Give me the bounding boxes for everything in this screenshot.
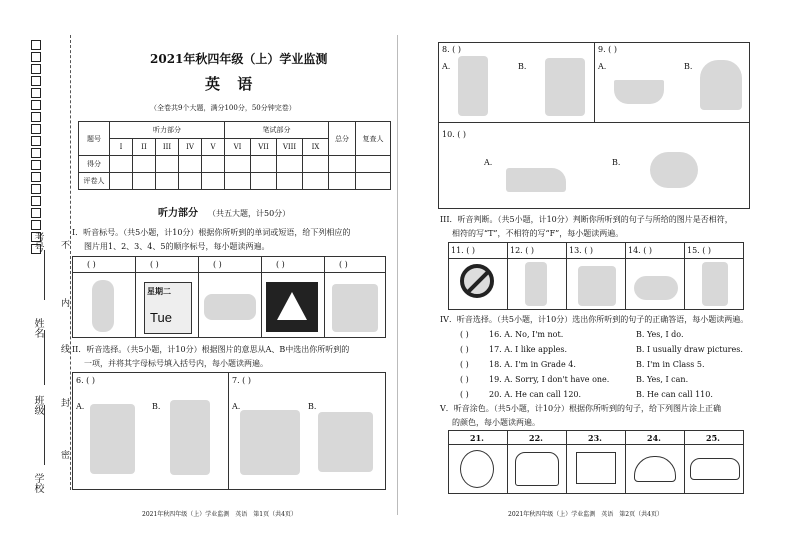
q2-instructions-1: II．听音选择。（共5小题，计10分）根据图片的意思从A、B中选出你所听到的 [72,345,350,354]
train-picture [700,60,742,110]
car-outline [690,458,740,480]
q10-option-a: A. [484,158,493,167]
boy-picture [332,284,378,332]
q10-option-b: B. [612,158,621,167]
q1-instructions-1: I．听音标号。（共5小题，计10分）根据你所听到的单词或短语，给下列相应的 [72,228,351,237]
q23-label: 23. [588,433,602,443]
cut-char-5: 密 [59,450,69,459]
section-subtitle: （共五大题，计50分） [208,209,291,218]
q15-label[interactable]: 15. ( ) [687,246,712,255]
q9-option-a: A. [598,62,607,71]
q7-option-b: B. [308,402,317,411]
score-header-listening: 听力部分 [110,122,225,139]
q16-option-b: B. Yes, I do. [636,330,684,339]
desk-outline [576,452,616,484]
label-name: 姓名 [32,318,43,338]
potatoes-picture [634,276,678,300]
q24-label: 24. [647,433,661,443]
basketball-picture [170,400,210,475]
q22-label: 22. [529,433,543,443]
q1-instructions-2: 图片用1、2、3、4、5的顺序标号，每小题读两遍。 [84,242,270,251]
q17-paren[interactable]: ( ) [460,345,469,354]
q3-instructions-1: III．听音判断。（共5小题，计10分）判断你所听到的句子与所给的图片是否相符， [440,215,733,224]
grandparents-picture [240,410,300,475]
score-header-total: 总分 [329,122,356,156]
section-title: 听力部分 [158,208,198,219]
q18-paren[interactable]: ( ) [460,360,469,369]
q11-label[interactable]: 11. ( ) [451,246,476,255]
candidate-number-boxes [31,40,42,256]
q19-option-a: 19. A. Sorry, I don't have one. [489,375,610,384]
q10-label[interactable]: 10. ( ) [442,130,467,139]
q13-label[interactable]: 13. ( ) [569,246,594,255]
q3-instructions-2: 相符的写“T”，不相符的写“F”，每小题读两遍。 [452,229,624,238]
left-footer: 2021年秋四年级（上）学业监测 英语 第1页（共4页） [142,511,297,518]
q20-option-b: B. He can call 110. [636,390,713,399]
q18-option-b: B. I'm in Class 5. [636,360,705,369]
policeman-picture [702,262,728,306]
q14-label[interactable]: 14. ( ) [628,246,653,255]
bus-picture [578,266,616,306]
apple-outline [460,450,494,488]
q17-option-a: 17. A. I like apples. [489,345,568,354]
q4-instructions: IV．听音选择。（共5小题，计10分）选出你所听到的句子的正确答语，每小题读两遍。 [440,315,749,324]
bread-outline [515,452,559,486]
q1-paren-3[interactable]: ( ) [213,260,222,269]
cut-char-1: 不 [59,240,69,249]
knife-picture [506,168,566,192]
dancer-picture [458,56,488,116]
teacher-picture [545,58,585,116]
q8-option-b: B. [518,62,527,71]
q17-option-b: B. I usually draw pictures. [636,345,743,354]
q18-option-a: 18. A. I'm in Grade 4. [489,360,576,369]
q1-paren-2[interactable]: ( ) [150,260,159,269]
q7-option-a: A. [232,402,241,411]
score-table: 题号 听力部分 笔试部分 总分 复查人 I II III IV V VI VII VIII IX 得分 评卷人 [78,121,391,190]
q21-label: 21. [470,433,484,443]
jump-rope-picture [525,262,547,306]
cut-char-4: 封 [59,398,69,407]
score-header-written: 笔试部分 [225,122,329,139]
exam-title: 2021年秋四年级（上）学业监测 [150,52,328,66]
q1-paren-5[interactable]: ( ) [339,260,348,269]
cut-char-2: 内 [59,298,69,307]
q5-instructions-1: V．听音涂色。（共5小题，计10分）根据你所听到的句子，给下列图片涂上正确 [440,404,722,413]
q9-label[interactable]: 9. ( ) [598,45,617,54]
q9-option-b: B. [684,62,693,71]
q19-option-b: B. Yes, I can. [636,375,689,384]
score-row-defen: 得分 [79,156,110,173]
q16-option-a: 16. A. No, I'm not. [489,330,564,339]
name-blank-line [44,250,46,300]
q12-label[interactable]: 12. ( ) [510,246,535,255]
q8-label[interactable]: 8. ( ) [442,45,461,54]
score-header-tihao: 题号 [79,122,110,156]
q19-paren[interactable]: ( ) [460,375,469,384]
seal-line [70,35,71,490]
cut-char-3: 线 [59,344,69,353]
q20-option-a: 20. A. He can call 120. [489,390,582,399]
q6-option-a: A. [76,402,85,411]
q8-option-a: A. [442,62,451,71]
girl-picture [92,280,114,332]
q7-label[interactable]: 7. ( ) [232,376,251,385]
q6-label[interactable]: 6. ( ) [76,376,95,385]
exam-note: （全卷共9个大题，满分100分，50分钟完卷） [150,104,296,112]
q25-label: 25. [706,433,720,443]
subject-title: 英 语 [205,75,259,93]
q16-paren[interactable]: ( ) [460,330,469,339]
label-candidate-number: 考号 [32,232,43,252]
no-smoking-picture [460,264,494,298]
page-divider [397,35,398,515]
calendar-tue: Tue [150,310,172,325]
ping-pong-picture [90,404,135,474]
taxi-picture [204,294,256,320]
school-blank-line [44,405,46,465]
q2-instructions-2: 一项，并将其字母标号填入括号内，每小题读两遍。 [84,359,268,368]
girl-leaves-picture [318,412,373,472]
score-header-recheck: 复查人 [356,122,391,156]
q6-option-b: B. [152,402,161,411]
crosswalk-sign-picture [266,282,318,332]
q1-paren-1[interactable]: ( ) [87,260,96,269]
ship-picture [614,80,664,104]
q1-paren-4[interactable]: ( ) [276,260,285,269]
right-footer: 2021年秋四年级（上）学业监测 英语 第2页（共4页） [508,511,663,518]
calendar-weekday: 星期二 [147,286,171,296]
q20-paren[interactable]: ( ) [460,390,469,399]
class-blank-line [44,330,46,385]
label-class: 班级 [32,395,43,415]
scissors-picture [650,152,698,188]
label-school: 学校 [32,473,43,493]
score-row-pingjuan: 评卷人 [79,173,110,190]
q5-instructions-2: 的颜色，每小题读两遍。 [452,418,540,427]
